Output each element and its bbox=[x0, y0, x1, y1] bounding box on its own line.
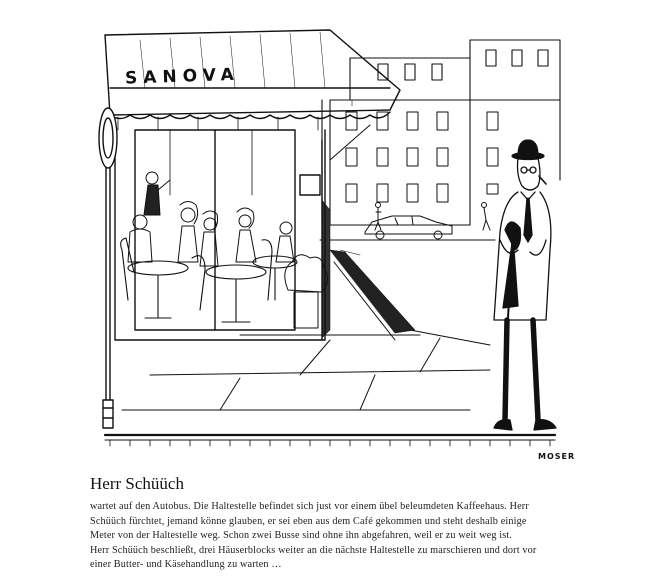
herr-schueuech-figure bbox=[494, 140, 556, 430]
cafe-patrons bbox=[128, 172, 294, 266]
caption-line: Meter von der Haltestelle weg. Schon zwei Busse sind ohne ihn abgefahren, weil er zu weit weg ist. bbox=[90, 530, 513, 542]
caption-line: Schüüch fürchtet, jemand könne glauben, er sei eben aus dem Café gekommen und steht deshalb einige bbox=[90, 515, 527, 527]
caption-line: wartet auf den Autobus. Die Haltestelle befindet sich just vor einem übel beleumdeten Kaffeehaus. Herr bbox=[90, 501, 529, 512]
caption-line: einer Butter- und Käsehandlung zu warten … bbox=[90, 559, 282, 571]
background-buildings bbox=[322, 40, 560, 225]
cafe-tables bbox=[121, 238, 297, 322]
caption-title: Herr Schüüch bbox=[90, 474, 184, 493]
artist-signature: MOSER bbox=[538, 452, 576, 460]
caption-body bbox=[90, 500, 580, 573]
cafe-awning[interactable] bbox=[105, 30, 400, 160]
caption-line: Herr Schüüch beschließt, drei Häuserblocks weiter an die nächste Haltestelle zu marschieren und dort vor bbox=[90, 544, 537, 556]
cafe-side-wall bbox=[322, 200, 415, 338]
cafe-sign-text: SANOVA bbox=[124, 64, 241, 89]
sidewalk bbox=[105, 335, 555, 446]
